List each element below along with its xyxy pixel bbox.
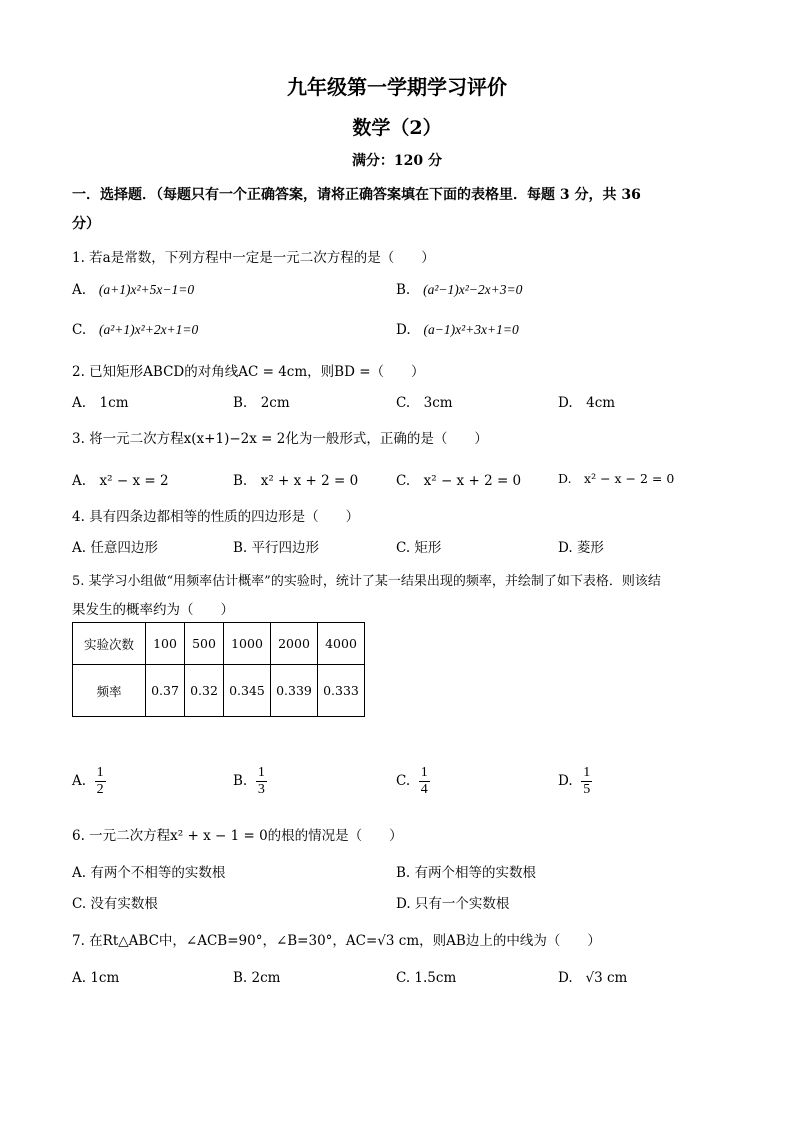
table-cell: 0.37 xyxy=(146,665,185,717)
table-cell: 0.32 xyxy=(185,665,224,717)
q5-b-label: B. xyxy=(233,773,248,789)
q1-c-label: C. xyxy=(72,322,87,338)
q4-option-d: D. 菱形 xyxy=(558,540,604,556)
q1-stem: 1. 若a是常数，下列方程中一定是一元二次方程的是（ ） xyxy=(72,250,435,266)
numerator: 1 xyxy=(420,765,428,780)
q5-c-label: C. xyxy=(396,773,411,789)
denominator: 5 xyxy=(583,782,591,797)
table-cell: 实验次数 xyxy=(73,623,146,665)
q5-option-c xyxy=(396,765,430,798)
q3-option-d: D. x² − x − 2 = 0 xyxy=(558,471,675,486)
frequency-table xyxy=(72,622,365,717)
q2-option-a: A. 1cm xyxy=(72,395,129,411)
section-heading-line1: 一．选择题．（每题只有一个正确答案，请将正确答案填在下面的表格里．每题 3 分，共 36 xyxy=(72,187,641,203)
q1-option-a xyxy=(72,282,194,298)
q4-stem: 4. 具有四条边都相等的性质的四边形是（ ） xyxy=(72,509,360,525)
q6-option-d: D. 只有一个实数根 xyxy=(396,896,510,912)
q1-option-c xyxy=(72,322,198,338)
q1-option-b xyxy=(396,282,522,298)
q1-a-label: A. xyxy=(72,282,87,298)
q7-d-text: √3 cm xyxy=(585,970,628,986)
table-cell: 0.339 xyxy=(271,665,318,717)
q4-option-c: C. 矩形 xyxy=(396,540,442,556)
table-cell: 500 xyxy=(185,623,224,665)
denominator: 3 xyxy=(257,782,265,797)
table-cell: 频率 xyxy=(73,665,146,717)
q5-a-label: A. xyxy=(72,773,87,789)
page-title: 九年级第一学期学习评价 xyxy=(287,75,507,99)
table-cell: 2000 xyxy=(271,623,318,665)
q3-option-c: C. x² − x + 2 = 0 xyxy=(396,473,522,489)
denominator: 4 xyxy=(420,782,428,797)
q2-stem: 2. 已知矩形ABCD的对角线AC = 4cm，则BD =（ ） xyxy=(72,364,425,380)
q1-b-text: (a²−1)x²−2x+3=0 xyxy=(423,282,523,297)
q5-d-label: D. xyxy=(558,773,573,789)
numerator: 1 xyxy=(257,765,265,780)
q7-option-d xyxy=(558,970,627,986)
q7-option-a: A. 1cm xyxy=(72,970,120,986)
q1-d-text: (a−1)x²+3x+1=0 xyxy=(423,322,519,337)
q3-option-a: A. x² − x = 2 xyxy=(72,473,169,489)
q5-option-b xyxy=(233,765,267,798)
q7-d-label: D. xyxy=(558,970,573,986)
q6-option-c: C. 没有实数根 xyxy=(72,896,158,912)
q7-stem: 7. 在Rt△ABC中，∠ACB=90°，∠B=30°，AC=√3 cm，则AB边上的中线为（ ） xyxy=(72,933,601,949)
q6-stem: 6. 一元二次方程x² + x − 1 = 0的根的情况是（ ） xyxy=(72,828,403,844)
q1-a-text: (a+1)x²+5x−1=0 xyxy=(98,282,195,297)
q5-option-a xyxy=(72,765,106,798)
q4-option-a: A. 任意四边形 xyxy=(72,540,158,556)
q6-option-b: B. 有两个相等的实数根 xyxy=(396,865,537,881)
q5-stem-line2: 果发生的概率约为（ ） xyxy=(72,602,234,618)
page-subtitle: 数学（2） xyxy=(352,117,442,139)
table-row xyxy=(73,623,365,665)
numerator: 1 xyxy=(583,765,591,780)
section-heading-line2: 分） xyxy=(72,216,100,232)
q7-option-b: B. 2cm xyxy=(233,970,281,986)
q5-a-fraction xyxy=(95,765,106,798)
q5-d-fraction xyxy=(581,765,592,798)
table-cell: 1000 xyxy=(224,623,271,665)
denominator: 2 xyxy=(96,782,104,797)
table-row xyxy=(73,665,365,717)
q2-option-d: D. 4cm xyxy=(558,395,616,411)
q7-option-c: C. 1.5cm xyxy=(396,970,457,986)
q6-option-a: A. 有两个不相等的实数根 xyxy=(72,865,226,881)
table-cell: 100 xyxy=(146,623,185,665)
q2-option-b: B. 2cm xyxy=(233,395,290,411)
q1-b-label: B. xyxy=(396,282,411,298)
q3-option-b: B. x² + x + 2 = 0 xyxy=(233,473,359,489)
table-cell: 0.333 xyxy=(318,665,365,717)
q5-option-d xyxy=(558,765,592,798)
table-cell: 4000 xyxy=(318,623,365,665)
q1-c-text: (a²+1)x²+2x+1=0 xyxy=(99,322,199,337)
table-cell: 0.345 xyxy=(224,665,271,717)
q5-c-fraction xyxy=(419,765,430,798)
full-score: 满分：120 分 xyxy=(351,153,443,169)
q1-d-label: D. xyxy=(396,322,411,338)
q3-stem: 3. 将一元二次方程x(x+1)−2x = 2化为一般形式，正确的是（ ） xyxy=(72,431,488,447)
q2-option-c: C. 3cm xyxy=(396,395,453,411)
q5-b-fraction xyxy=(256,765,267,798)
q5-stem-line1: 5. 某学习小组做“用频率估计概率”的实验时，统计了某一结果出现的频率，并绘制了如下表格．则该结 xyxy=(72,574,661,589)
numerator: 1 xyxy=(96,765,104,780)
q4-option-b: B. 平行四边形 xyxy=(233,540,320,556)
q1-option-d xyxy=(396,322,519,338)
